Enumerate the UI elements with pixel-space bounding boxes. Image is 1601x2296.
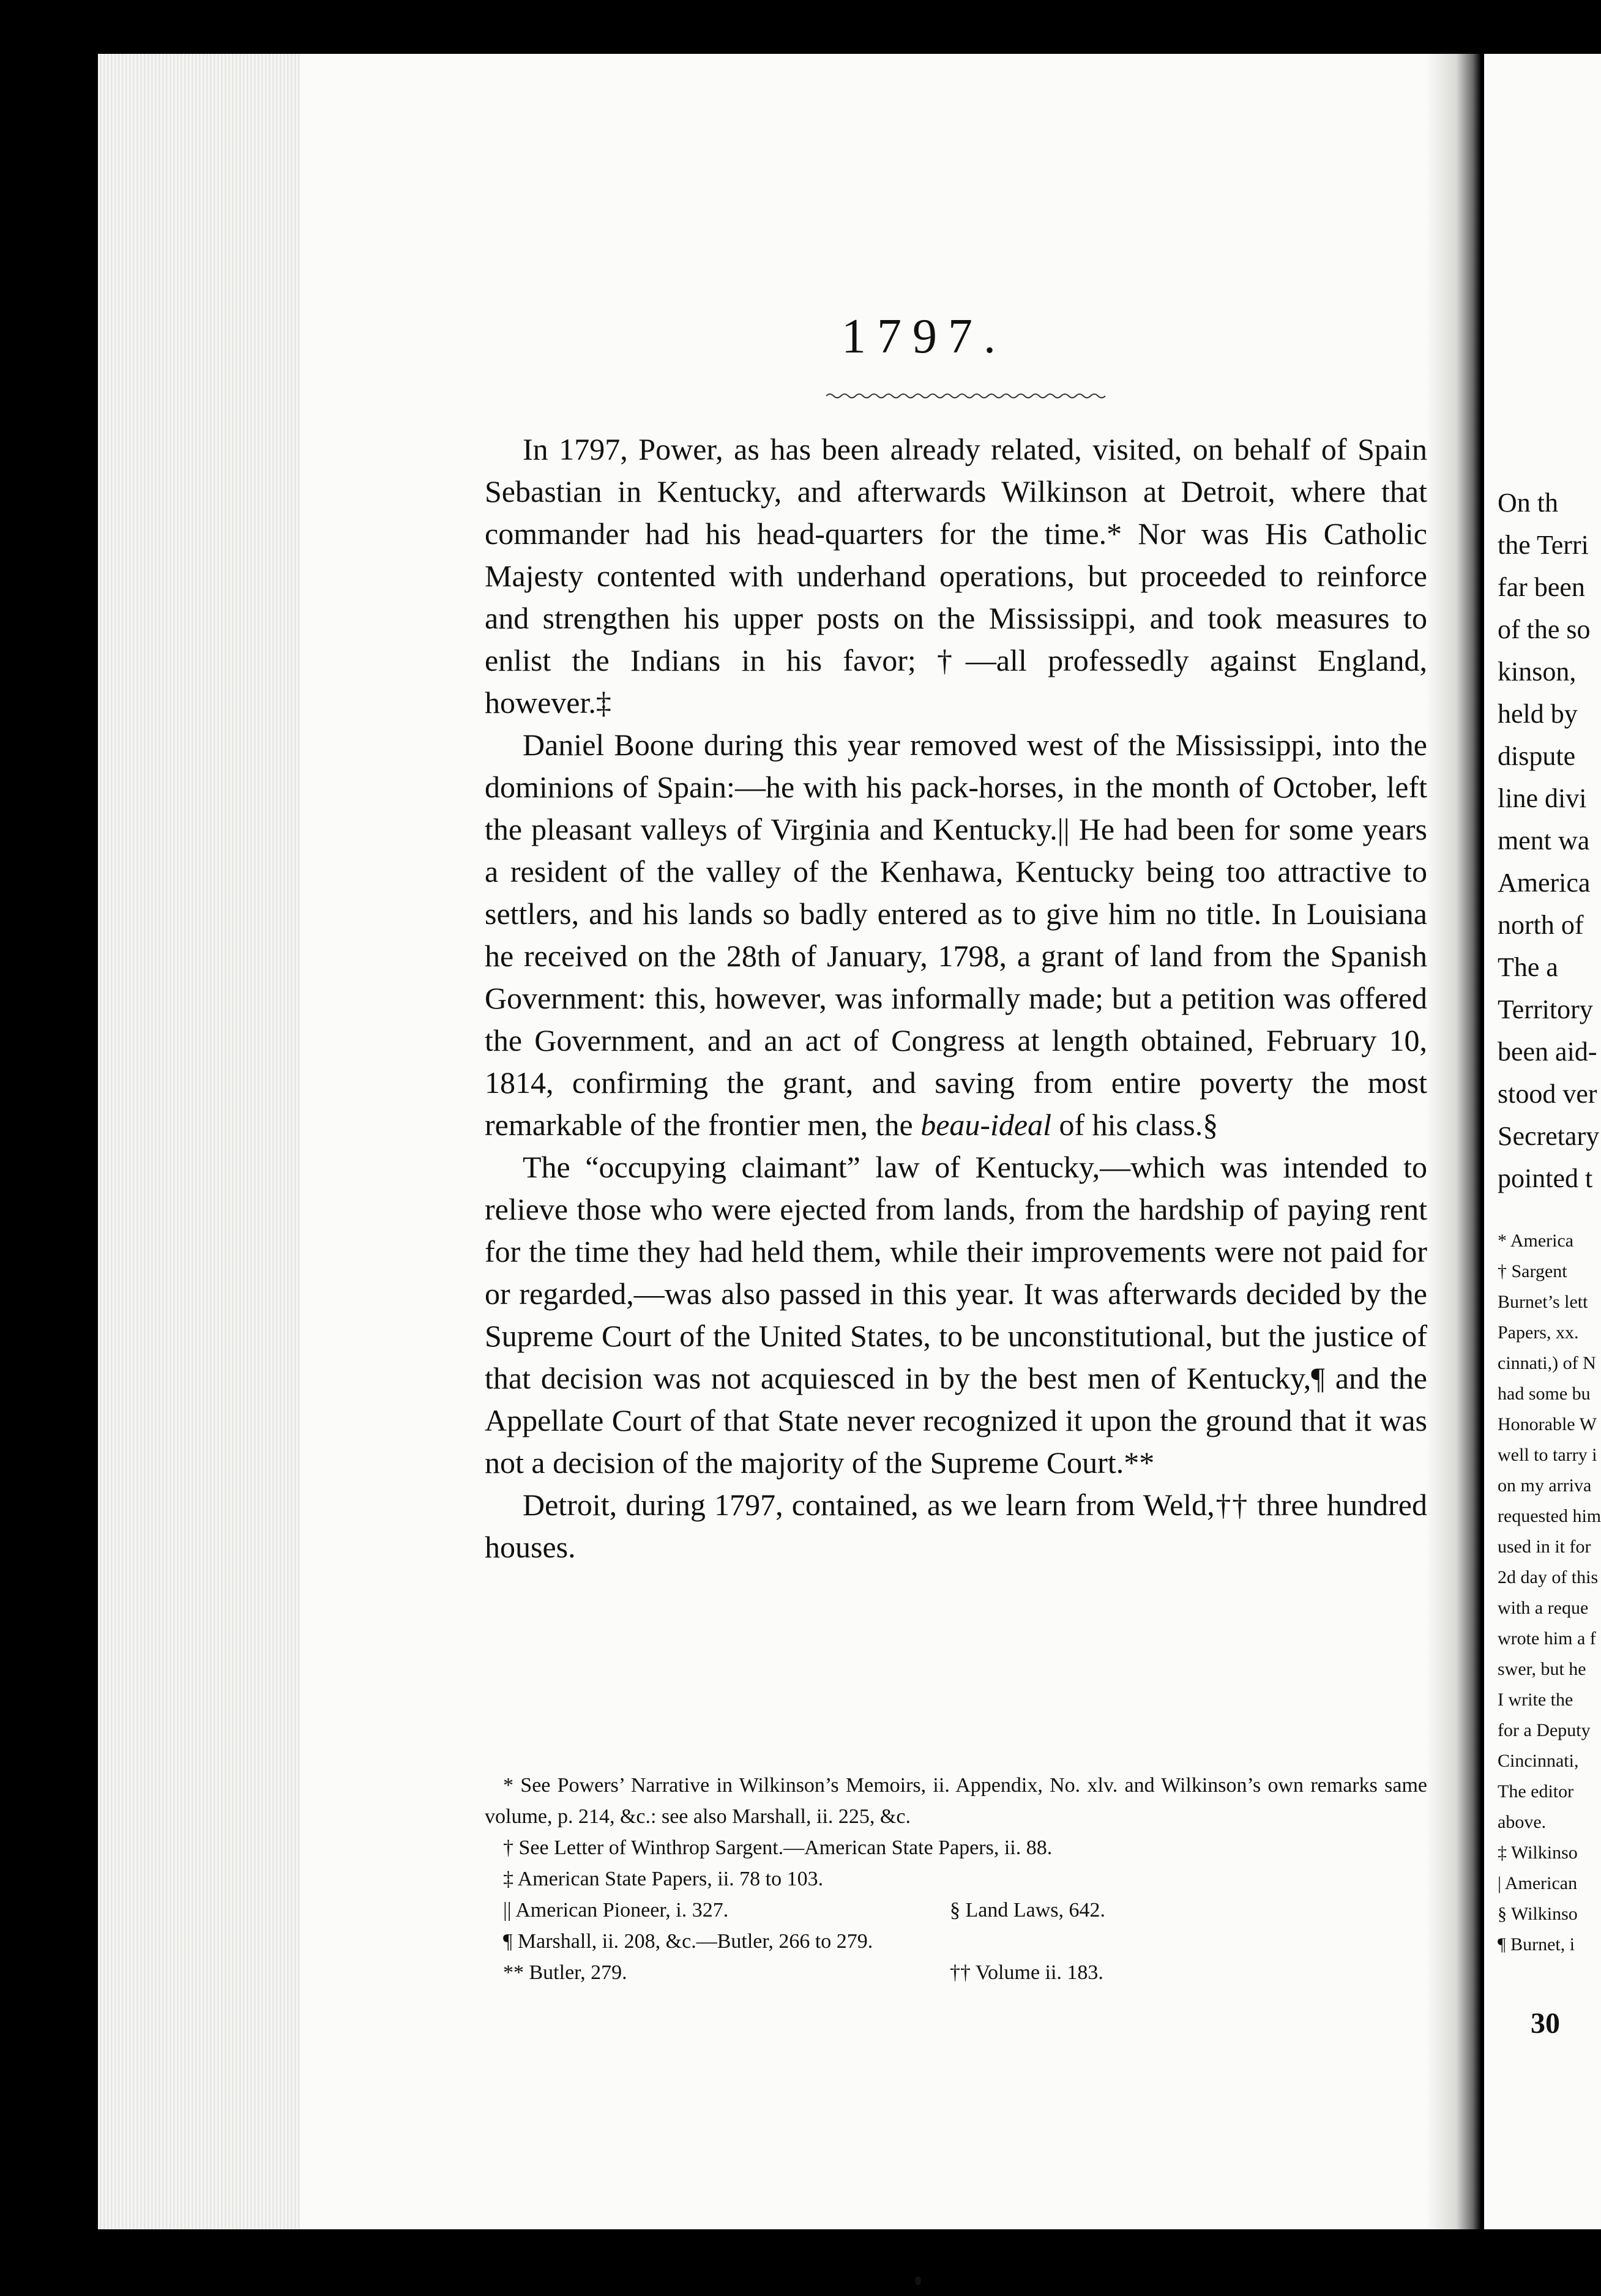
footnote: || American Pioneer, i. 327. § Land Laws, 642. [503, 1899, 1106, 1921]
right-page-footnote: above. [1498, 1812, 1547, 1832]
right-page-line: north of [1498, 910, 1584, 940]
right-page-footnote: Papers, xx. [1498, 1322, 1579, 1343]
right-page-line: the Terri [1498, 530, 1589, 560]
right-page [1484, 54, 1601, 2229]
page-edges [98, 54, 300, 2229]
right-page-line: stood ver [1498, 1079, 1597, 1109]
right-page-footnote: § Wilkinso [1498, 1904, 1578, 1924]
right-page-line: kinson, [1498, 657, 1577, 687]
right-page-line: On th [1498, 488, 1558, 518]
footnote: ** Butler, 279. †† Volume ii. 183. [503, 1961, 1103, 1984]
scan-speck [915, 2276, 921, 2285]
body-text [485, 428, 1427, 1568]
right-page-footnote: Honorable W [1498, 1414, 1597, 1434]
right-page-footnote: Cincinnati, [1498, 1751, 1579, 1771]
right-page-footnote: The editor [1498, 1781, 1574, 1802]
right-page-line: dispute [1498, 741, 1576, 771]
right-page-line: held by [1498, 699, 1578, 729]
right-page-line: far been [1498, 572, 1585, 602]
footnote: ‡ American State Papers, ii. 78 to 103. [503, 1868, 824, 1890]
footnote: * See Powers’ Narrative in Wilkinson’s Memoirs, ii. Appendix, No. xlv. and Wilkinson’s own remarks same volume, p. 214, &c.: see also Marshall, ii. 225, &c. [485, 1774, 1427, 1828]
right-page-footnote: 2d day of this [1498, 1567, 1599, 1587]
right-page-footnote: wrote him a f [1498, 1628, 1596, 1649]
footnote: ¶ Marshall, ii. 208, &c.—Butler, 266 to 279. [503, 1930, 873, 1953]
book-gutter [1426, 54, 1481, 2229]
right-page-line: ment wa [1498, 826, 1590, 855]
right-page-footnote: * America [1498, 1231, 1574, 1251]
page-number: 30 [1531, 2007, 1560, 2040]
right-page-line: America [1498, 868, 1591, 898]
right-page-line: The a [1498, 952, 1558, 982]
right-page-line: pointed t [1498, 1163, 1593, 1193]
right-page-footnote: Burnet’s lett [1498, 1292, 1588, 1312]
right-page-footnote: well to tarry i [1498, 1445, 1597, 1465]
right-page-footnote: ‡ Wilkinso [1498, 1843, 1578, 1863]
right-page-footnote: cinnati,) of N [1498, 1353, 1596, 1373]
right-page-footnote: had some bu [1498, 1384, 1591, 1404]
right-page-footnote: | American [1498, 1873, 1578, 1893]
right-page-footnote: with a reque [1498, 1598, 1589, 1618]
page-heading: 1797. [842, 310, 1007, 363]
footnotes [485, 1770, 1427, 1988]
italic-term: beau-ideal [920, 1108, 1052, 1142]
paragraph: Detroit, during 1797, contained, as we learn from Weld,†† three hundred houses. [485, 1488, 1427, 1564]
right-page-line: line divi [1498, 783, 1587, 813]
right-page-footnote: swer, but he [1498, 1659, 1586, 1679]
ornamental-rule [826, 392, 1108, 400]
paragraph: The “occupying claimant” law of Kentucky,—which was intended to relieve those who were ejected from lands, from the hardship of paying rent for the time they had held them, while their improvements were not paid for or regarded,—was also passed in this year. It was afterwards decided by the Supreme Court of the United States, to be unconstitutional, but the justice of that decision was not acquiesced in by the best men of Kentucky,¶ and the Appellate Court of that State never recognized it upon the ground that it was not a decision of the majority of the Supreme Court.** [485, 1150, 1427, 1480]
right-page-footnote: used in it for [1498, 1537, 1591, 1557]
right-page-footnote: on my arriva [1498, 1475, 1592, 1496]
right-page-footnote: I write the [1498, 1690, 1573, 1710]
right-page-line: been aid- [1498, 1037, 1597, 1067]
footnote: † See Letter of Winthrop Sargent.—American State Papers, ii. 88. [503, 1836, 1053, 1859]
paragraph: In 1797, Power, as has been already related, visited, on behalf of Spain Sebastian in Kentucky, and afterwards Wilkinson at Detroit, where that commander had his head-quarters for the time.* Nor was His Catholic Majesty contented with underhand operations, but proceeded to reinforce and strengthen his upper posts on the Mississippi, and took measures to enlist the Indians in his favor; †—all professedly against England, however.‡ [485, 432, 1427, 720]
right-page-footnote: † Sargent [1498, 1261, 1567, 1281]
right-page-line: Territory [1498, 994, 1593, 1024]
right-page-footnote: requested him [1498, 1506, 1601, 1526]
right-page-footnote: ¶ Burnet, i [1498, 1934, 1575, 1955]
right-page-line: Secretary [1498, 1121, 1600, 1151]
right-page-footnote: for a Deputy [1498, 1720, 1591, 1740]
paragraph: Daniel Boone during this year removed west of the Mississippi, into the dominions of Spain:—he with his pack-horses, in the month of October, left the pleasant valleys of Virginia and Kentucky.|| He had been for some years a resident of the valley of the Kenhawa, Kentucky being too attractive to settlers, and his lands so badly entered as to give him no title. In Louisiana he received on the 28th of January, 1798, a grant of land from the Spanish Government: this, however, was informally made; but a petition was offered the Government, and an act of Congress at length obtained, February 10, 1814, confirming the grant, and saving from entire poverty the most remarkable of the frontier men, the beau-ideal of his class.§ [485, 728, 1427, 1142]
right-page-line: of the so [1498, 614, 1591, 644]
